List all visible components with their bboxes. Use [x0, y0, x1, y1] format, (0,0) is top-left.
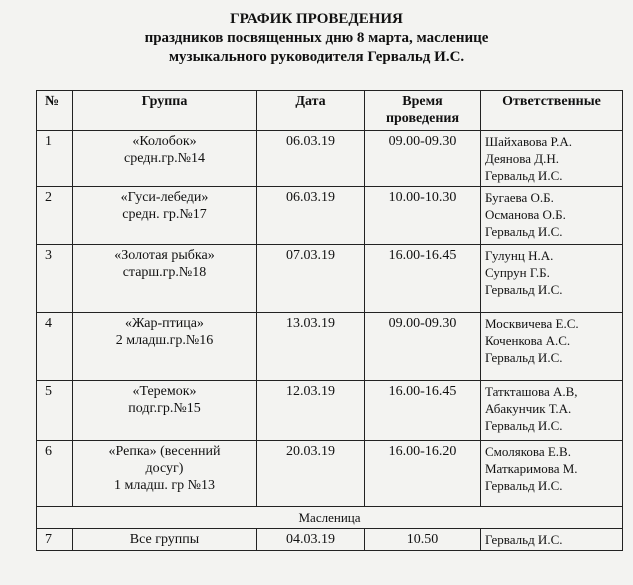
row-group-line: подг.гр.№15 — [128, 401, 201, 416]
table-row — [37, 187, 623, 245]
row-number-line: 2 — [45, 190, 52, 205]
row-group — [73, 529, 257, 551]
row-date — [257, 187, 365, 245]
row-date — [257, 313, 365, 381]
row-responsible — [481, 529, 623, 551]
row-group-line: «Жар-птица» — [125, 316, 204, 331]
row-responsible-line: Гервальд И.С. — [485, 350, 563, 365]
header-date: Дата — [257, 91, 365, 131]
row-group-line: 1 младш. гр №13 — [113, 478, 216, 493]
row-responsible-line: Гервальд И.С. — [485, 168, 563, 183]
row-number-line: 4 — [45, 316, 52, 331]
document-title — [0, 10, 633, 67]
row-group — [73, 441, 257, 507]
row-number — [37, 529, 73, 551]
row-group-line: «Теремок» — [132, 384, 197, 399]
row-date-line: 06.03.19 — [286, 190, 335, 205]
row-responsible-line: Коченкова А.С. — [485, 333, 571, 348]
row-responsible-line: Бугаева О.Б. — [485, 190, 554, 205]
title-line-3: музыкального руководителя Гервальд И.С. — [168, 49, 465, 65]
row-responsible — [481, 381, 623, 441]
table-row — [37, 441, 623, 507]
row-number — [37, 245, 73, 313]
row-number — [37, 381, 73, 441]
row-date — [257, 529, 365, 551]
header-time: Время проведения — [365, 91, 481, 131]
row-time — [365, 245, 481, 313]
row-time — [365, 441, 481, 507]
row-responsible-line: Москвичева Е.С. — [485, 316, 579, 331]
row-date-line: 04.03.19 — [286, 532, 335, 547]
row-group-line: «Золотая рыбка» — [114, 248, 215, 263]
row-responsible — [481, 131, 623, 187]
row-responsible-line: Супрун Г.Б. — [485, 265, 550, 280]
row-responsible-line: Гервальд И.С. — [485, 478, 563, 493]
row-time-line: 16.00-16.45 — [388, 384, 457, 399]
row-responsible-line: Маткаримова М. — [485, 461, 578, 476]
row-group-line: средн. гр.№17 — [122, 207, 207, 222]
row-group-line: «Колобок» — [132, 134, 197, 149]
row-time — [365, 187, 481, 245]
row-number-line: 6 — [45, 444, 52, 459]
row-responsible-line: Гервальд И.С. — [485, 532, 563, 547]
header-num: № — [37, 91, 73, 131]
row-group-line: досуг) — [145, 461, 184, 476]
row-group-line: «Гуси-лебеди» — [120, 190, 209, 205]
row-time — [365, 131, 481, 187]
row-number-line: 3 — [45, 248, 52, 263]
row-responsible-line: Гервальд И.С. — [485, 418, 563, 433]
row-responsible — [481, 441, 623, 507]
row-time-line: 10.50 — [406, 532, 439, 547]
row-time-line: 09.00-09.30 — [388, 316, 457, 331]
row-date-line: 13.03.19 — [286, 316, 335, 331]
row-group-line: 2 младш.гр.№16 — [115, 333, 214, 348]
title-line-2: праздников посвященных дню 8 марта, масленице — [144, 30, 489, 46]
row-date — [257, 245, 365, 313]
row-responsible-line: Шайхавова Р.А. — [485, 134, 572, 149]
row-group — [73, 381, 257, 441]
header-row — [37, 91, 623, 131]
row-group — [73, 245, 257, 313]
row-group-line: старш.гр.№18 — [122, 265, 207, 280]
row-time-line: 10.00-10.30 — [388, 190, 457, 205]
row-time-line: 09.00-09.30 — [388, 134, 457, 149]
row-time — [365, 529, 481, 551]
row-group-line: средн.гр.№14 — [124, 151, 205, 166]
row-group-line: «Репка» (весенний — [108, 444, 221, 459]
row-group — [73, 131, 257, 187]
section-row — [37, 507, 623, 529]
table-row — [37, 381, 623, 441]
row-responsible — [481, 245, 623, 313]
row-number — [37, 441, 73, 507]
header-group: Группа — [73, 91, 257, 131]
table-row — [37, 313, 623, 381]
title-line-1: ГРАФИК ПРОВЕДЕНИЯ — [230, 11, 403, 27]
row-date — [257, 131, 365, 187]
row-responsible-line: Гервальд И.С. — [485, 282, 563, 297]
row-number-line: 7 — [45, 532, 52, 547]
row-group-line: Все группы — [129, 532, 200, 547]
row-time — [365, 313, 481, 381]
header-resp: Ответственные — [481, 91, 623, 131]
row-responsible-line: Османова О.Б. — [485, 207, 566, 222]
row-group — [73, 187, 257, 245]
row-date — [257, 441, 365, 507]
table-row — [37, 131, 623, 187]
row-date-line: 12.03.19 — [286, 384, 335, 399]
row-responsible-line: Деянова Д.Н. — [485, 151, 559, 166]
row-number-line: 1 — [45, 134, 52, 149]
row-date-line: 20.03.19 — [286, 444, 335, 459]
row-time-line: 16.00-16.20 — [388, 444, 457, 459]
table-row — [37, 245, 623, 313]
row-date-line: 06.03.19 — [286, 134, 335, 149]
row-number-line: 5 — [45, 384, 52, 399]
table-row — [37, 529, 623, 551]
row-group — [73, 313, 257, 381]
row-time — [365, 381, 481, 441]
row-responsible-line: Смолякова Е.В. — [485, 444, 571, 459]
row-responsible-line: Гервальд И.С. — [485, 224, 563, 239]
row-responsible-line: Абакунчик Т.А. — [485, 401, 572, 416]
row-date — [257, 381, 365, 441]
row-date-line: 07.03.19 — [286, 248, 335, 263]
row-number — [37, 131, 73, 187]
row-number — [37, 187, 73, 245]
row-responsible — [481, 313, 623, 381]
row-responsible-line: Таткташова А.В, — [485, 384, 578, 399]
row-time-line: 16.00-16.45 — [388, 248, 457, 263]
row-number — [37, 313, 73, 381]
schedule-table — [36, 90, 623, 551]
row-responsible — [481, 187, 623, 245]
section-title: Масленица — [37, 507, 623, 529]
row-responsible-line: Гулунц Н.А. — [485, 248, 554, 263]
